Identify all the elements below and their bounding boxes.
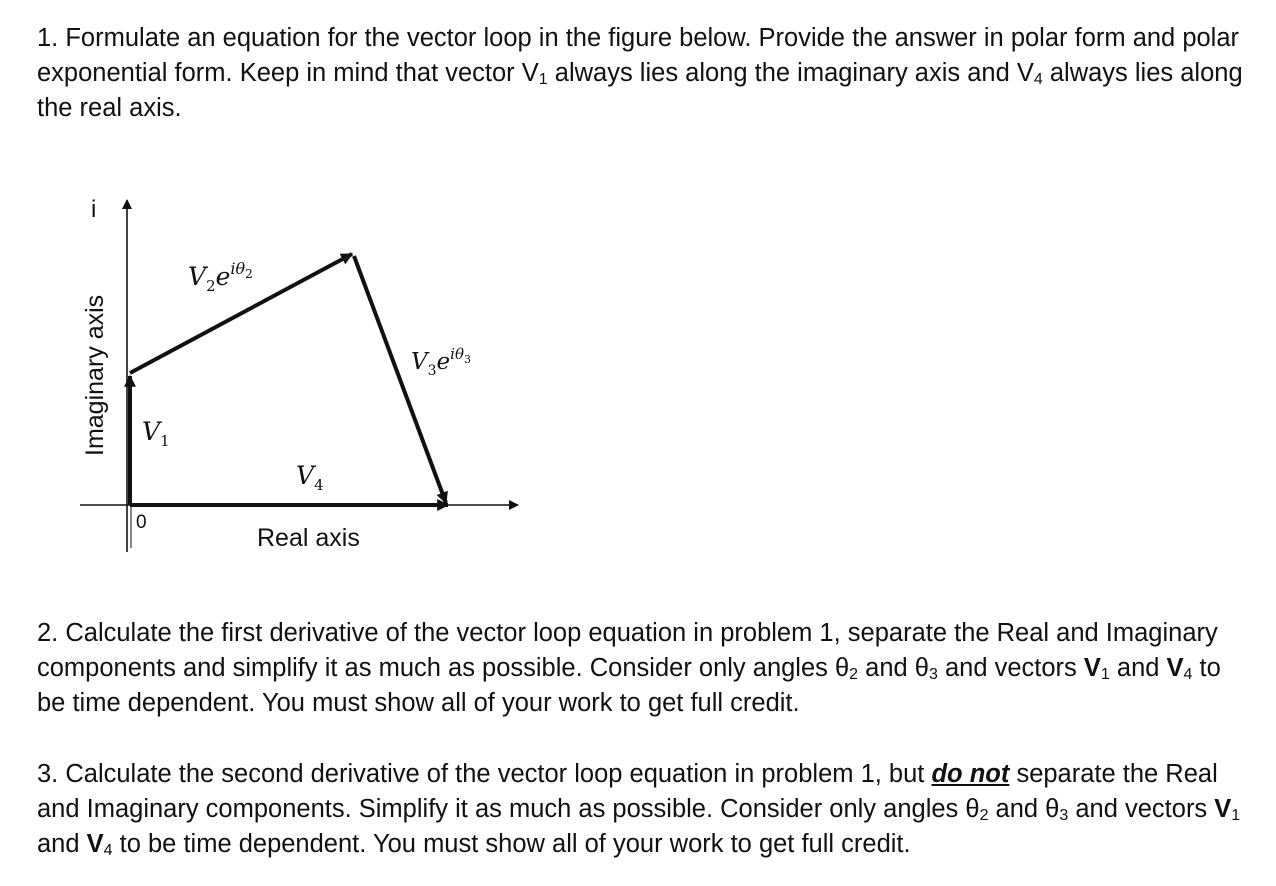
question-3 <box>37 757 1252 862</box>
q3-text-5: and <box>37 830 87 858</box>
q2-vector-v4: V <box>1166 654 1184 682</box>
label-v4-sub: 4 <box>314 476 324 494</box>
q1-text-3: always lies along the real axis. <box>37 59 1243 122</box>
q3-vector-v4: V <box>86 830 104 858</box>
q3-sub-theta3: 3 <box>1059 807 1069 824</box>
q3-v1-sub: 1 <box>1231 807 1241 824</box>
label-v3-sub: 3 <box>427 363 437 379</box>
q2-v4-sub: 4 <box>1183 666 1193 683</box>
vector-v3 <box>354 256 446 503</box>
label-v2-exp: e <box>215 262 231 291</box>
q2-text-5: to be time dependent. You must show all of your work to get full credit. <box>37 654 1221 717</box>
label-v4-base: V <box>296 461 315 490</box>
label-v2-sub: 2 <box>206 277 216 295</box>
label-v1 <box>142 417 170 450</box>
label-v3-exp-sub: 3 <box>464 353 471 366</box>
label-v1-base: V <box>142 417 161 446</box>
label-v2-exp-sup: iθ <box>230 259 246 278</box>
q3-text-6: to be time dependent. You must show all of your work to get full credit. <box>112 830 911 858</box>
label-v1-sub: 1 <box>160 432 170 450</box>
origin-label: 0 <box>136 512 147 533</box>
q2-text-2: and θ <box>858 654 929 682</box>
q2-vector-v1: V <box>1083 654 1101 682</box>
imaginary-axis-label: Imaginary axis <box>81 294 109 456</box>
q3-v4-sub: 4 <box>103 842 113 859</box>
q2-text-3: and vectors <box>937 654 1084 682</box>
q2-text-1: 2. Calculate the first derivative of the vector loop equation in problem 1, separate the Real and Imaginary components and simplify it as much as possible. Consider only angles θ <box>37 619 1218 682</box>
label-v2-base: V <box>188 262 207 291</box>
q3-sub-theta2: 2 <box>979 807 989 824</box>
label-v4 <box>296 461 324 494</box>
q3-text-1: 3. Calculate the second derivative of the vector loop equation in problem 1, but <box>37 760 932 788</box>
q1-text-2: always lies along the imaginary axis and V <box>547 59 1034 87</box>
real-axis-label: Real axis <box>257 524 360 552</box>
label-v3-exp-sup: iθ <box>450 345 464 363</box>
question-2 <box>37 616 1252 721</box>
label-v3-exp: e <box>436 349 451 375</box>
q3-text-4: and vectors <box>1068 795 1215 823</box>
imaginary-unit-label: i <box>91 196 97 223</box>
q1-sub-4: 4 <box>1033 71 1043 88</box>
label-v2-exp-sub: 2 <box>245 267 253 281</box>
q3-vector-v1: V <box>1214 795 1232 823</box>
q1-text-1: 1. Formulate an equation for the vector loop in the figure below. Provide the answer in polar form and polar exponential form. Keep in mind that vector V <box>37 24 1240 87</box>
label-v3 <box>411 345 471 379</box>
q3-text-3: and θ <box>988 795 1060 823</box>
q2-v1-sub: 1 <box>1100 666 1110 683</box>
q2-sub-theta2: 2 <box>849 666 859 683</box>
label-v3-base: V <box>411 349 428 375</box>
q3-text-2: separate the Real and Imaginary components. Simplify it as much as possible. Consider only angles θ <box>37 760 1218 823</box>
q3-emphasis: do not <box>931 760 1010 788</box>
label-v2 <box>188 259 253 295</box>
q2-text-4: and <box>1109 654 1167 682</box>
q2-sub-theta3: 3 <box>928 666 938 683</box>
q1-sub-1: 1 <box>538 71 548 88</box>
